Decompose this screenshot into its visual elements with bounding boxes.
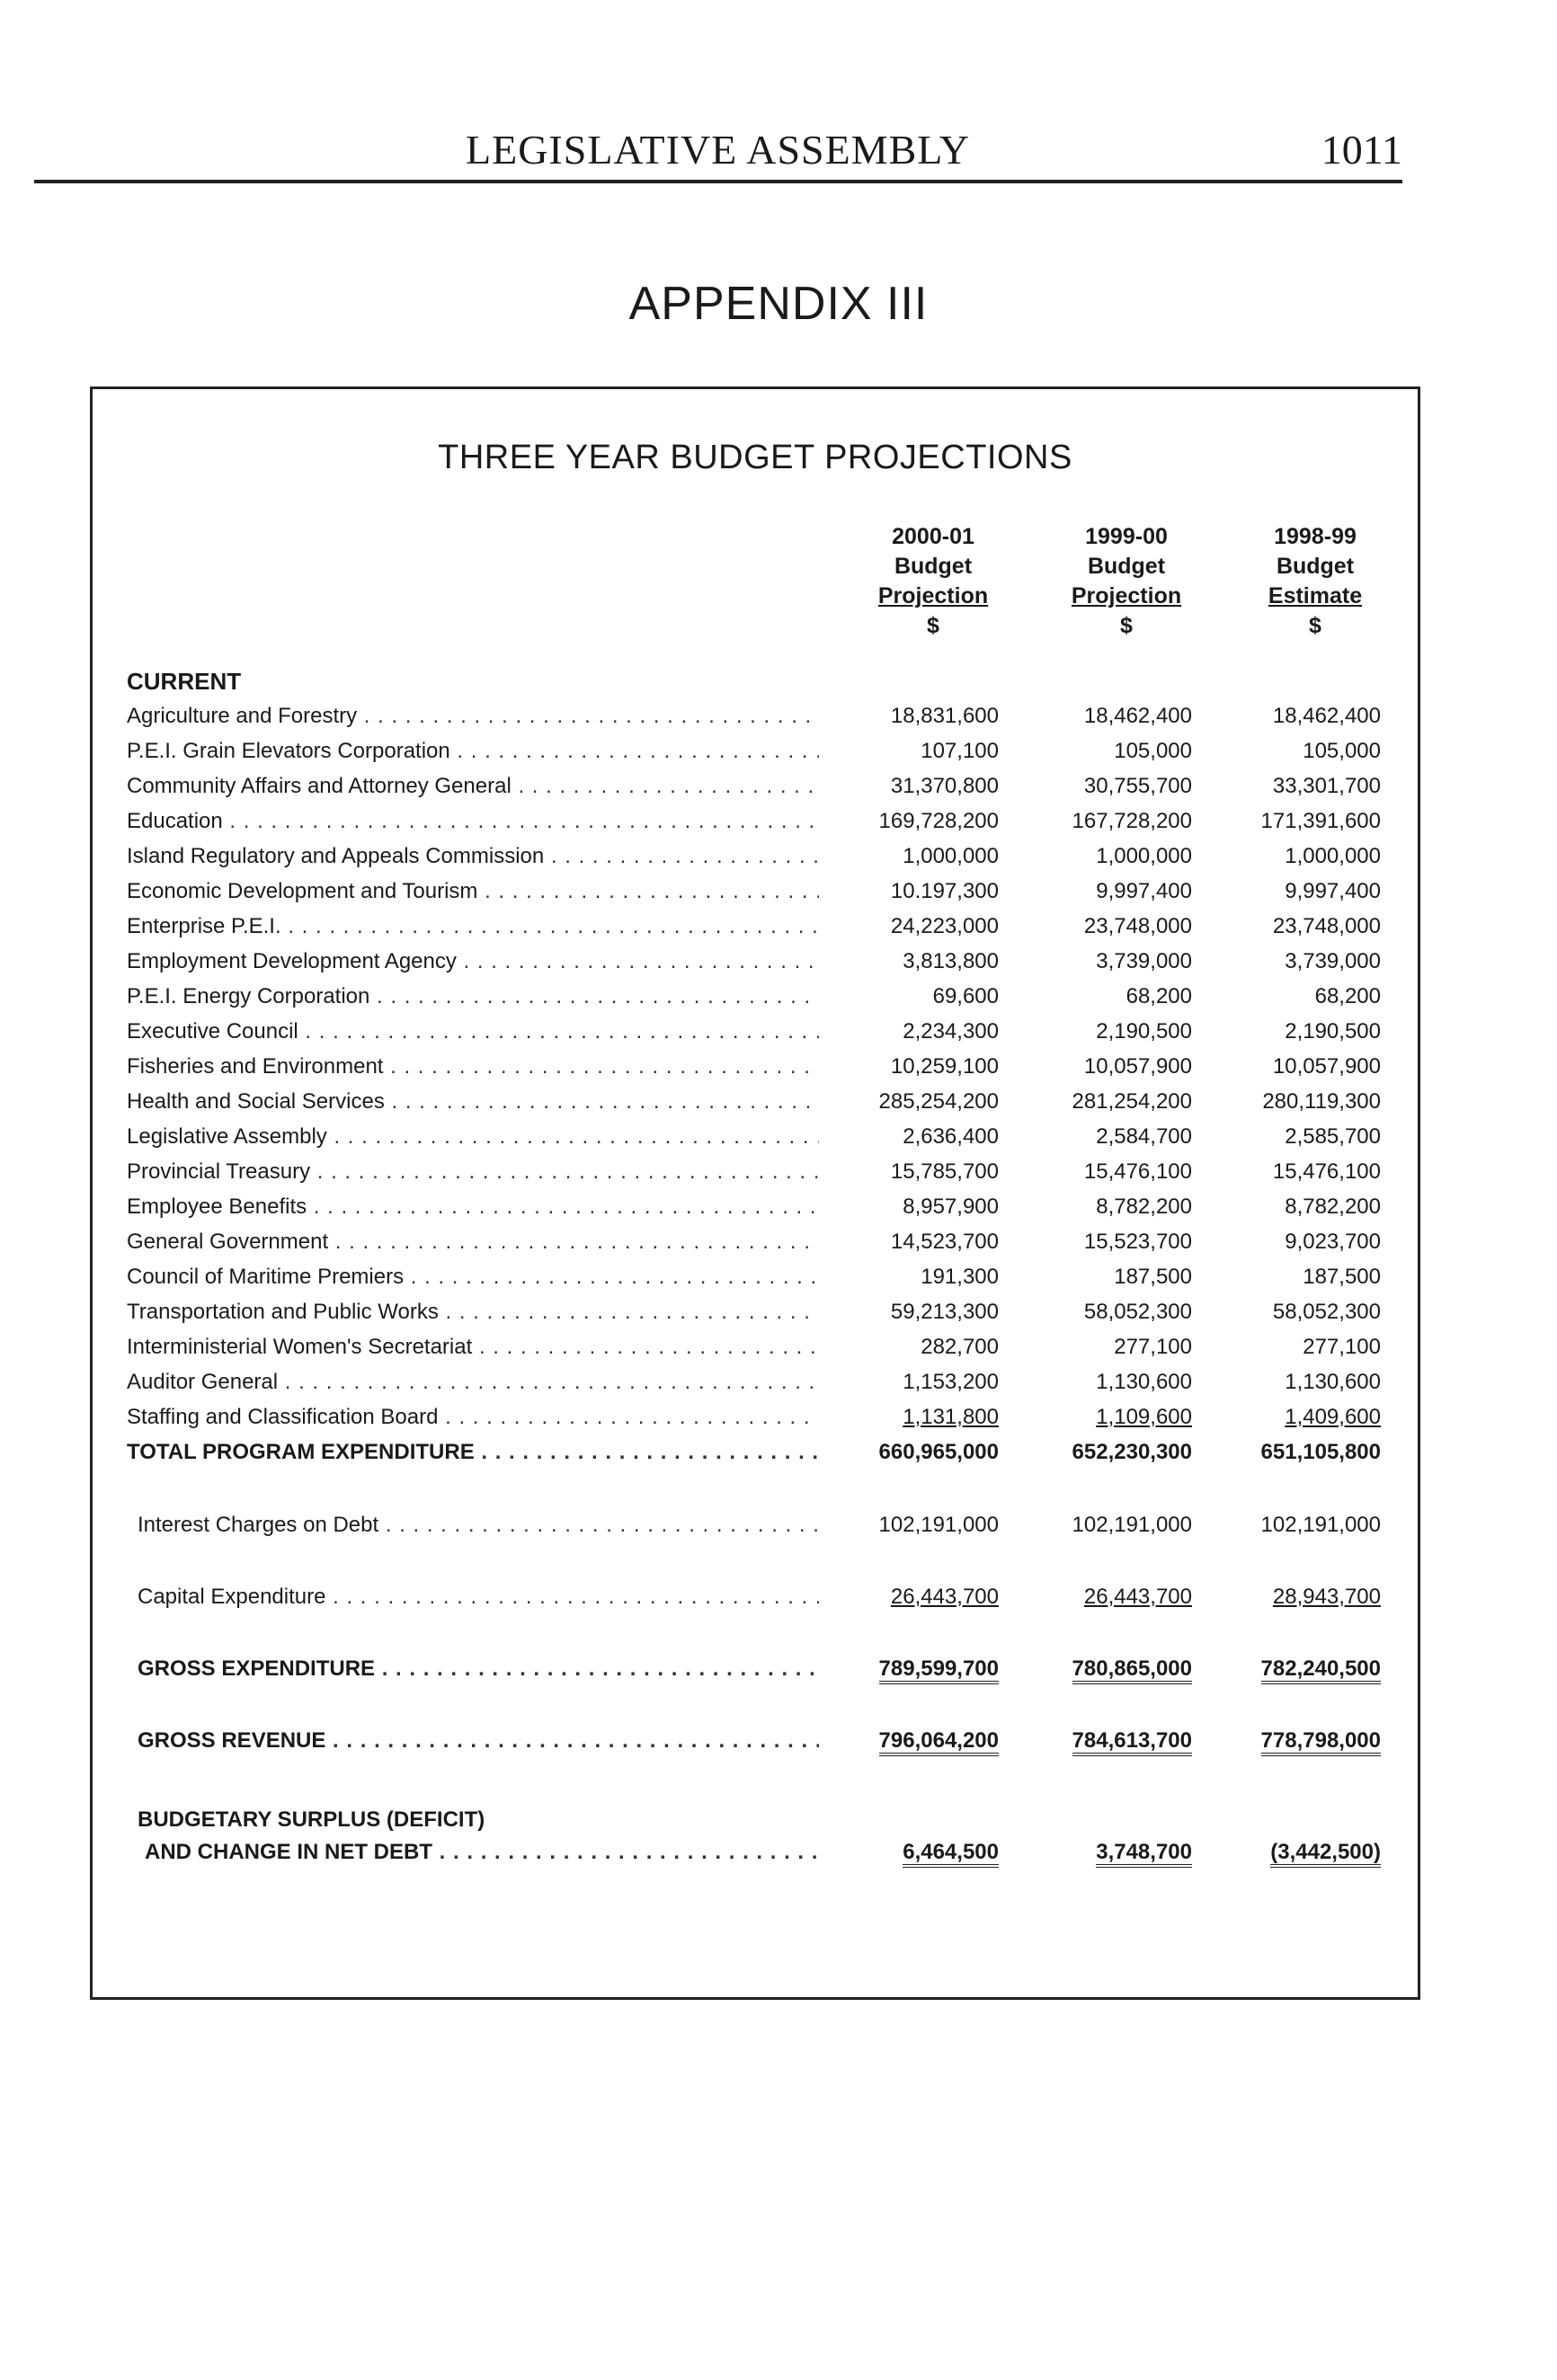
value-2000-01: 2,234,300 <box>903 1019 999 1043</box>
value-2000-01: 1,000,000 <box>903 844 999 868</box>
value-2000-01: 26,443,700 <box>890 1585 999 1609</box>
row-label: Executive Council . . . <box>127 1019 819 1044</box>
value-1999-00: 15,476,100 <box>1083 1159 1192 1184</box>
page-number: 1011 <box>1321 127 1402 173</box>
row-label: GROSS REVENUE . . . <box>138 1728 819 1754</box>
table-row <box>127 984 1403 1018</box>
table-row <box>127 739 1403 773</box>
row-label: Provincial Treasury . . . <box>127 1159 819 1185</box>
value-1999-00: 2,584,700 <box>1096 1124 1192 1149</box>
value-1998-99: (3,442,500) <box>1270 1840 1381 1868</box>
value-2000-01: 660,965,000 <box>878 1440 999 1464</box>
row-label: Capital Expenditure . . . <box>138 1585 819 1610</box>
value-1999-00: 277,100 <box>1114 1335 1192 1359</box>
gross-revenue-row <box>138 1728 1414 1763</box>
value-1999-00: 2,190,500 <box>1096 1019 1192 1043</box>
value-2000-01: 18,831,600 <box>890 704 999 728</box>
surplus-label-line1: BUDGETARY SURPLUS (DEFICIT) <box>138 1807 485 1832</box>
value-2000-01: 285,254,200 <box>878 1089 999 1114</box>
value-2000-01: 59,213,300 <box>890 1300 999 1324</box>
row-label: Education . . . <box>127 809 819 834</box>
column-header-1999-00: 1999-00 Budget Projection $ <box>1071 524 1182 638</box>
row-label: Agriculture and Forestry . . . <box>127 704 819 729</box>
value-2000-01: 14,523,700 <box>890 1230 999 1254</box>
row-label: TOTAL PROGRAM EXPENDITURE . . . <box>127 1440 819 1465</box>
table-row <box>127 1335 1403 1369</box>
value-1999-00: 68,200 <box>1125 984 1192 1008</box>
value-1998-99: 102,191,000 <box>1260 1513 1381 1537</box>
value-2000-01: 69,600 <box>932 984 999 1008</box>
column-header-2000-01: 2000-01 Budget Projection $ <box>877 524 989 638</box>
value-2000-01: 10,259,100 <box>890 1054 999 1079</box>
value-1998-99: 105,000 <box>1303 739 1381 763</box>
value-1998-99: 23,748,000 <box>1272 914 1381 938</box>
header-title: LEGISLATIVE ASSEMBLY <box>466 127 971 173</box>
row-label: Enterprise P.E.I. . . . <box>127 914 819 939</box>
value-2000-01: 107,100 <box>921 739 999 763</box>
table-row <box>127 1124 1403 1159</box>
value-1999-00: 167,728,200 <box>1072 809 1192 833</box>
value-1999-00: 105,000 <box>1114 739 1192 763</box>
value-1999-00: 1,109,600 <box>1096 1405 1192 1429</box>
capital-row <box>138 1585 1414 1619</box>
row-label: Employment Development Agency . . . <box>127 949 819 974</box>
value-1998-99: 280,119,300 <box>1262 1089 1381 1114</box>
value-1999-00: 30,755,700 <box>1083 774 1192 798</box>
value-1998-99: 651,105,800 <box>1260 1440 1381 1464</box>
value-1999-00: 102,191,000 <box>1072 1513 1192 1537</box>
table-row <box>127 914 1403 948</box>
table-row <box>127 774 1403 808</box>
row-label: Council of Maritime Premiers . . . <box>127 1265 819 1290</box>
value-1999-00: 8,782,200 <box>1096 1194 1192 1219</box>
value-1999-00: 1,000,000 <box>1096 844 1192 868</box>
value-2000-01: 6,464,500 <box>903 1840 999 1868</box>
value-2000-01: 169,728,200 <box>878 809 999 833</box>
value-1998-99: 9,023,700 <box>1285 1230 1381 1254</box>
table-row <box>127 1054 1403 1088</box>
value-2000-01: 789,599,700 <box>879 1656 999 1684</box>
row-label: Interministerial Women's Secretariat . . . <box>127 1335 819 1360</box>
value-1998-99: 3,739,000 <box>1285 949 1381 973</box>
row-label: Legislative Assembly . . . <box>127 1124 819 1150</box>
row-label: Interest Charges on Debt . . . <box>138 1513 819 1538</box>
row-label: AND CHANGE IN NET DEBT . . . <box>145 1840 819 1865</box>
row-label: Island Regulatory and Appeals Commission . . . <box>127 844 819 869</box>
row-label: Economic Development and Tourism . . . <box>127 879 819 904</box>
value-1999-00: 9,997,400 <box>1096 879 1192 903</box>
value-1998-99: 171,391,600 <box>1260 809 1381 833</box>
row-label: Auditor General . . . <box>127 1370 819 1395</box>
table-row <box>127 879 1403 913</box>
row-label: Employee Benefits . . . <box>127 1194 819 1220</box>
appendix-title: APPENDIX III <box>628 278 929 330</box>
value-1998-99: 9,997,400 <box>1285 879 1381 903</box>
section-label: CURRENT <box>127 668 242 695</box>
value-2000-01: 24,223,000 <box>890 914 999 938</box>
value-1999-00: 1,130,600 <box>1096 1370 1192 1394</box>
value-2000-01: 1,153,200 <box>903 1370 999 1394</box>
value-1999-00: 10,057,900 <box>1083 1054 1192 1079</box>
value-1998-99: 15,476,100 <box>1272 1159 1381 1184</box>
table-row <box>127 844 1403 878</box>
value-1998-99: 58,052,300 <box>1272 1300 1381 1324</box>
value-2000-01: 10.197,300 <box>890 879 999 903</box>
value-1998-99: 277,100 <box>1303 1335 1381 1359</box>
value-1998-99: 8,782,200 <box>1285 1194 1381 1219</box>
value-1998-99: 1,000,000 <box>1285 844 1381 868</box>
running-header <box>34 126 1402 183</box>
value-1999-00: 784,613,700 <box>1072 1728 1192 1756</box>
row-label: GROSS EXPENDITURE . . . <box>138 1656 819 1682</box>
value-1999-00: 3,748,700 <box>1096 1840 1192 1868</box>
value-1999-00: 281,254,200 <box>1072 1089 1192 1114</box>
value-2000-01: 191,300 <box>921 1265 999 1289</box>
value-1998-99: 33,301,700 <box>1272 774 1381 798</box>
row-label: P.E.I. Grain Elevators Corporation . . . <box>127 739 819 764</box>
value-1999-00: 187,500 <box>1114 1265 1192 1289</box>
table-row-total <box>127 1440 1403 1474</box>
value-1998-99: 1,130,600 <box>1285 1370 1381 1394</box>
value-1998-99: 187,500 <box>1303 1265 1381 1289</box>
value-2000-01: 31,370,800 <box>890 774 999 798</box>
value-1999-00: 3,739,000 <box>1096 949 1192 973</box>
value-2000-01: 2,636,400 <box>903 1124 999 1149</box>
table-row <box>127 1300 1403 1334</box>
row-label: Transportation and Public Works . . . <box>127 1300 819 1325</box>
value-1999-00: 26,443,700 <box>1083 1585 1192 1609</box>
table-row <box>127 949 1403 983</box>
value-1999-00: 652,230,300 <box>1072 1440 1192 1464</box>
value-1998-99: 10,057,900 <box>1272 1054 1381 1079</box>
value-2000-01: 8,957,900 <box>903 1194 999 1219</box>
value-1999-00: 58,052,300 <box>1083 1300 1192 1324</box>
budget-table-box <box>90 386 1420 2000</box>
value-2000-01: 15,785,700 <box>890 1159 999 1184</box>
value-2000-01: 796,064,200 <box>879 1728 999 1756</box>
table-row <box>127 809 1403 843</box>
value-1999-00: 15,523,700 <box>1083 1230 1192 1254</box>
value-2000-01: 102,191,000 <box>878 1513 999 1537</box>
table-row <box>127 704 1403 738</box>
table-title: THREE YEAR BUDGET PROJECTIONS <box>438 439 1072 476</box>
table-row <box>127 1265 1403 1299</box>
value-1998-99: 28,943,700 <box>1272 1585 1381 1609</box>
row-label: Community Affairs and Attorney General . . . <box>127 774 819 799</box>
table-row <box>127 1194 1403 1229</box>
surplus-row <box>145 1840 1421 1874</box>
table-row <box>127 1159 1403 1194</box>
value-2000-01: 1,131,800 <box>903 1405 999 1429</box>
value-1999-00: 780,865,000 <box>1072 1656 1192 1684</box>
value-1999-00: 23,748,000 <box>1083 914 1192 938</box>
value-1998-99: 2,585,700 <box>1285 1124 1381 1149</box>
row-label: General Government . . . <box>127 1230 819 1255</box>
value-1999-00: 18,462,400 <box>1083 704 1192 728</box>
value-1998-99: 18,462,400 <box>1272 704 1381 728</box>
table-row <box>127 1089 1403 1123</box>
value-1998-99: 68,200 <box>1314 984 1381 1008</box>
table-row <box>127 1230 1403 1264</box>
column-header-1998-99: 1998-99 Budget Estimate $ <box>1268 524 1363 638</box>
value-1998-99: 778,798,000 <box>1261 1728 1381 1756</box>
value-2000-01: 3,813,800 <box>903 949 999 973</box>
row-label: Fisheries and Environment . . . <box>127 1054 819 1079</box>
row-label: Health and Social Services . . . <box>127 1089 819 1115</box>
table-row <box>127 1405 1403 1439</box>
gross-expenditure-row <box>138 1656 1414 1691</box>
row-label: P.E.I. Energy Corporation . . . <box>127 984 819 1009</box>
value-2000-01: 282,700 <box>921 1335 999 1359</box>
value-1998-99: 1,409,600 <box>1285 1405 1381 1429</box>
table-row <box>127 1019 1403 1053</box>
interest-row <box>138 1513 1414 1547</box>
value-1998-99: 782,240,500 <box>1261 1656 1381 1684</box>
table-row <box>127 1370 1403 1404</box>
value-1998-99: 2,190,500 <box>1285 1019 1381 1043</box>
row-label: Staffing and Classification Board . . . <box>127 1405 819 1430</box>
